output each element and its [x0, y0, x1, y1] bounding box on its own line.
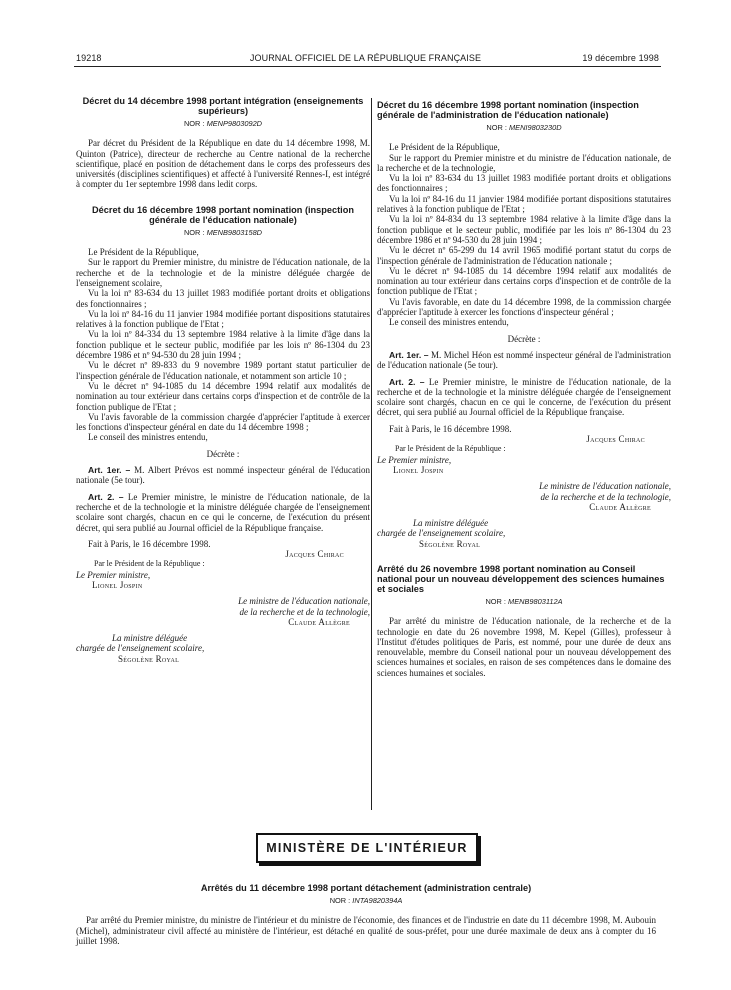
decree-3-para: Le conseil des ministres entendu, [389, 317, 509, 328]
right-column [377, 100, 671, 678]
decree-3-para: Vu la loi nº 84-16 du 11 janvier 1984 modifiée portant dispositions statutaires relatives à la fonction publique de l'Etat ; [377, 193, 671, 215]
decree-1-body: Par décret du Président de la République en date du 14 décembre 1998, M. Quinton (Patrice), directeur de recherche au Centre national de la recherche scientifique, placé en position de détachement dans le corps des professeurs des universités (disciplines scientifiques) et affecté à l'université Rennes-I, est intégré à compter du 1er septembre 1998 dans ledit corps. [76, 138, 370, 190]
decree-2-decrete: Décrète : [206, 448, 240, 459]
decree-2-para: Vu le décret nº 89-833 du 9 novembre 1989 portant statut particulier de l'inspection générale de l'éducation nationale, et notamment son article 10 ; [76, 360, 370, 381]
ministry-heading: MINISTÈRE DE L'INTÉRIEUR [266, 841, 468, 855]
decree-2-fait: Fait à Paris, le 16 décembre 1998. [88, 538, 211, 549]
decree-3-para: Vu la loi nº 83-634 du 13 juillet 1983 modifiée portant droits et obligations des fonctionnaires ; [377, 173, 671, 194]
decree-2-minister-title-1: Le ministre de l'éducation nationale, [238, 596, 370, 607]
decree-3-nor: NOR : MENI9803230D [486, 123, 562, 132]
decree-2-para: Vu la loi nº 83-634 du 13 juillet 1983 modifiée portant droits et obligations des fonctionnaires ; [76, 288, 370, 309]
decree-2-title: Décret du 16 décembre 1998 portant nomination (inspection générale de l'éducation nationale) [92, 204, 354, 225]
decree-2-para: Le conseil des ministres entendu, [88, 432, 208, 443]
decree-3-minister-title-2: de la recherche et de la technologie, [540, 491, 671, 502]
decree-2-para: Vu l'avis favorable de la commission chargée d'apprécier l'aptitude à exercer les fonctions d'inspecteur général en date du 14 décembre 1998 ; [76, 411, 370, 433]
arrete-1-nor: NOR : MENB9803112A [485, 596, 563, 606]
decree-3-article-1: Art. 1er. – M. Michel Héon est nommé inspecteur général de l'administration de l'éducation nationale (5e tour). [377, 349, 672, 371]
decree-3-para: Vu le décret nº 94-1085 du 14 décembre 1994 relatif aux modalités de nomination au tour extérieur dans certains corps d'inspection et de contrôle de la fonction publique de l'Etat ; [377, 265, 671, 297]
decree-1-title: Décret du 14 décembre 1998 portant intégration (enseignements supérieurs) [82, 96, 364, 116]
journal-title: JOURNAL OFFICIEL DE LA RÉPUBLIQUE FRANÇAISE [249, 53, 482, 63]
left-column [76, 96, 370, 664]
decree-2-delegate-name: Ségolène Royal [118, 653, 180, 664]
decree-3-para: Vu le décret nº 65-299 du 14 avril 1965 modifié portant statut du corps de l'inspection générale de l'administration de l'éducation nationale ; [377, 245, 671, 266]
issue-date: 19 décembre 1998 [582, 53, 659, 63]
arrete-2-body: Par arrêté du Premier ministre, du ministre de l'intérieur et du ministre de l'économie, des finances et de l'industrie en date du 11 décembre 1998, M. Aubouin (Michel), administrateur civil affecté au ministère de l'intérieur, est détaché en qualité de sous-préfet, pour une durée maximale de deux ans à compter du 16 juillet 1998. [76, 915, 656, 946]
decree-2-delegate-title-1: La ministre déléguée [112, 633, 188, 644]
decree-3-decrete: Décrète : [507, 333, 541, 344]
decree-2-para: Le Président de la République, [88, 247, 199, 258]
decree-2-president-signature: Jacques Chirac [285, 549, 344, 560]
interior-section [76, 883, 656, 946]
decree-2-minister-name: Claude Allègre [288, 616, 350, 627]
decree-3-pm-title: Le Premier ministre, [377, 454, 452, 465]
column-divider [371, 98, 372, 810]
decree-3-title: Décret du 16 décembre 1998 portant nomination (inspection générale de l'administration de l'éducation nationale) [377, 100, 639, 120]
decree-2-minister-title-2: de la recherche et de la technologie, [239, 606, 370, 617]
arrete-2-title: Arrêtés du 11 décembre 1998 portant détachement (administration centrale) [200, 883, 532, 893]
decree-3-visas [377, 142, 671, 327]
decree-2-article-1: Art. 1er. – M. Albert Prévos est nommé inspecteur général de l'éducation nationale (5e tour). [76, 465, 370, 486]
decree-2-para: Vu la loi nº 84-334 du 13 septembre 1984 relative à la limite d'âge dans la fonction publique et le secteur public, modifiée par les lois nº 86-1304 du 23 décembre 1986 et nº 94-530 du 28 juin 1994 ; [76, 329, 370, 361]
decree-2-delegate-title-2: chargée de l'enseignement scolaire, [76, 643, 205, 654]
page-number: 19218 [76, 53, 102, 63]
page-header [0, 0, 731, 74]
decree-3-delegate-name: Ségolène Royal [419, 538, 481, 549]
decree-3-para: Vu la loi nº 84-834 du 13 septembre 1984 relative à la limite d'âge dans la fonction publique et le secteur public, modifiée par les lois nº 86-1304 du 23 décembre 1986 et nº 94-530 du 28 juin 1994 ; [377, 214, 671, 245]
decree-3-para: Le Président de la République, [389, 142, 500, 153]
arrete-1-body: Par arrêté du ministre de l'éducation nationale, de la recherche et de la technologie en date du 26 novembre 1998, M. Kepel (Gilles), professeur à l'Institut d'études politiques de Paris, est nommé, pour une durée de deux ans renouvelable, membre du Conseil national pour un nouveau développement des sciences humaines et sociales, en raison de ses compétences dans le domaine des sciences humaines et sociales. [377, 616, 671, 678]
decree-3-minister-name: Claude Allègre [589, 501, 651, 512]
decree-3-president-signature: Jacques Chirac [586, 434, 645, 445]
decree-2-para: Vu le décret nº 94-1085 du 14 décembre 1994 relatif aux modalités de nomination au tour extérieur dans certains corps d'inspection et de contrôle de la fonction publique de l'Etat ; [76, 380, 370, 412]
decree-2-pm-name: Lionel Jospin [92, 579, 143, 590]
decree-1-nor: NOR : MENP9803092D [183, 119, 263, 128]
decree-2-para: Vu la loi nº 84-16 du 11 janvier 1984 modifiée portant dispositions statutaires relatives à la fonction publique de l'Etat ; [76, 308, 370, 330]
decree-2-pm-title: Le Premier ministre, [76, 569, 151, 580]
arrete-1-title: Arrêté du 26 novembre 1998 portant nomination au Conseil national pour un nouveau développement des sciences humaines et sociales [377, 563, 665, 594]
decree-3-para: Vu l'avis favorable, en date du 14 décembre 1998, de la commission chargée d'apprécier l'aptitude à exercer les fonctions d'inspecteur général ; [377, 296, 671, 318]
decree-3-article-2: Art. 2. – Le Premier ministre, le ministre de l'éducation nationale, de la recherche et de la technologie et la ministre déléguée chargée de l'enseignement scolaire sont chargés, chacun en ce qui le concerne, de l'exécution du présent décret, qui sera publié au Journal officiel de la République française. [377, 376, 671, 418]
ministry-heading-box [256, 833, 478, 863]
decree-3-para: Sur le rapport du Premier ministre et du ministre de l'éducation nationale, de la recherche et de la technologie, [377, 152, 671, 173]
decree-3-pm-name: Lionel Jospin [393, 464, 444, 475]
decree-3-par-le-president: Par le Président de la République : [395, 444, 506, 454]
decree-2-article-2: Art. 2. – Le Premier ministre, le ministre de l'éducation nationale, de la recherche et de la technologie et la ministre déléguée chargée de l'enseignement scolaire sont chargés, chacun en ce qui le concerne, de l'exécution du présent décret, qui sera publié au Journal officiel de la République française. [76, 491, 370, 533]
decree-3-delegate-title-1: La ministre déléguée [413, 518, 489, 529]
decree-2-nor: NOR : MENB9803158D [183, 227, 263, 237]
decree-3-minister-title-1: Le ministre de l'éducation nationale, [539, 481, 671, 492]
decree-2-par-le-president: Par le Président de la République : [94, 559, 205, 569]
decree-3-fait: Fait à Paris, le 16 décembre 1998. [389, 423, 512, 434]
arrete-2-nor: NOR : INTA9820394A [329, 896, 403, 905]
decree-3-delegate-title-2: chargée de l'enseignement scolaire, [377, 528, 506, 539]
decree-2-para: Sur le rapport du Premier ministre, du ministre de l'éducation nationale, de la recherche et de la technologie et de la ministre déléguée chargée de l'enseignement scolaire, [76, 257, 370, 288]
decree-2-visas [76, 247, 370, 443]
header-rule [74, 66, 661, 67]
